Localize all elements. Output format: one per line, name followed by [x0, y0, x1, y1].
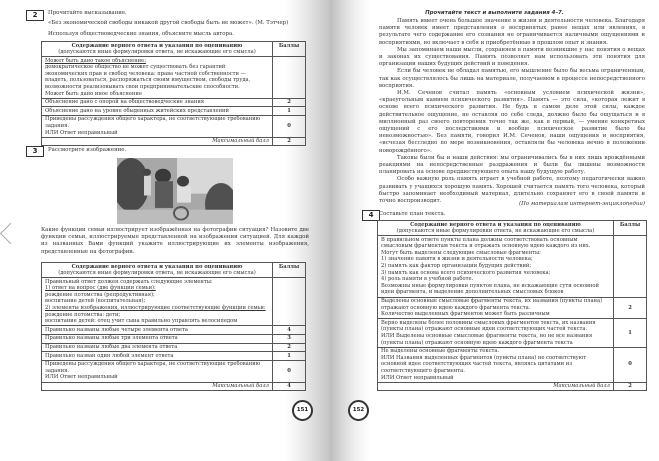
max-score-row: Максимальный балл 4 — [42, 382, 306, 391]
task-question: Какие функции семьи иллюстрирует изображённая на фотографии ситуация? Назовите две функции семьи, иллюстрируемые представленной на изображении ситуацией. Для каждой из названных Вами функций укажите иллюстрирующие их элементы изображения, представленные на фотографии. — [41, 227, 309, 255]
task-number: 4 — [362, 210, 380, 221]
family-photo — [117, 158, 233, 224]
source-citation: (По материалам интернет-энциклопедии) — [519, 201, 645, 207]
task-number: 3 — [26, 146, 44, 157]
table-header: Содержание верного ответа и указания по оцениванию (допускаются иные формулировки ответа, не искажающие его смысла) — [378, 221, 614, 236]
page-number: 152 — [348, 400, 369, 421]
table-row: Объяснение дано на уровне обыденных житейских представлений 1 — [42, 107, 306, 116]
task-instruction: Рассмотрите изображение. — [48, 147, 127, 153]
table-row: Объяснение дано с опорой на обществоведческие знания 2 — [42, 98, 306, 107]
photo-illustration — [117, 158, 233, 224]
answer-content: В правильном ответе пункты плана должны соответствовать основным смысловым фрагментам текста и отражать основную идею каждого из них. Могут быть выделены следующие смысловые фрагменты: 1) значение памяти в жизни и деятельности человека; 2) память как фактор организации будущих действий; 3) память как основа всего психического развития человека; 4) роль памяти в учебной работе. Возможны иные формулировки пунктов плана, не искажающие сути основной идеи фрагмента, и выделение дополнительных смысловых блоков — [378, 236, 614, 297]
table-row: Выделены основные смысловые фрагменты текста, их названия (пункты плана) отражают основную идею каждого фрагмента текста. Количество выделенных фрагментов может быть различным 2 — [378, 297, 647, 319]
table-row: Приведены рассуждения общего характера, не соответствующие требованию задания. ИЛИ Ответ неправильный 0 — [42, 360, 306, 382]
score-header: Баллы — [273, 263, 306, 278]
task-question: Используя обществоведческие знания, объясните мысль автора. — [48, 31, 234, 37]
task-instruction: Прочитайте высказывание. — [48, 10, 127, 16]
reading-text: Память имеет очень большое значение в жизни и деятельности человека. Благодаря памяти человек имеет представления о воспринятых ранее вещах или явлениях, в результате чего содержание его сознания не ограничивается наличными ощущениями и восприятиями, но включает в себя и приобретённые в прошлом опыт и знания. Мы запоминаем наши мысли, сохраняем в памяти возникшие у нас понятия о вещах и законах их существования. Память позволяет нам использовать эти понятия для организации наших будущих действий и поведения. Если бы человек не обладал памятью, его мышление было бы весьма ограниченным, так как осуществлялось бы лишь на материале, получаемом в процессе непосредственного восприятия. И.М. Сеченов считал память «основным условием психической жизни», «краеугольным камнем психического развития». Память — это сила, «которая лежит в основе всего психического развития. Не будь в самом деле этой силы, каждое действительное ощущение, не оставляя по себе следа, должно было бы ощущаться и в миллионный раз своего повторения точно так же, как в первый, — умение конкретных ощущений с его последствиями и вообще психическое развитие было бы невозможностью». Без памяти, говорил И.М. Сеченов, наши ощущения и восприятия, «исчезая бесследно по мере возникновения, оставляли бы человека вечно в положении новорождённого». Таковы были бы и наши действия: мы ограничивались бы в них лишь врождёнными реакциями на непосредственные раздражения и были бы лишены возможности планировать на основе предшествующего опыта нашу будущую работу. Особо важную роль память играет в учебной работе, поэтому педагогически важно развивать у учащихся хорошую память. Хорошей считается память того человека, который быстро запоминает необходимый материал, длительно сохраняет его в своей памяти и точно воспроизводит. — [379, 18, 645, 205]
table-row: Верно выделены более половины смысловых фрагментов текста, их названия (пункты плана) отражают основные идеи соответствующих частей текста. ИЛИ Выделены основные смысловые фрагменты текста, но не все названия (пункты плана) отражают основную идею каждого фрагмента текста 1 — [378, 319, 647, 347]
task-number: 2 — [26, 10, 44, 21]
answer-content: Правильный ответ должен содержать следующие элементы: 1) ответ на вопрос (две функции семьи): рождение потомства (репродуктивная); воспитание детей (воспитательная); 2) элементы изображения, иллюстрирующие соответствующие функции семьи: рождение потомства: дети; воспитание детей: отец учит сына правильно управлять велосипедом — [42, 278, 273, 326]
answer-content: Может быть дано такое объяснение: демократическое общество не может существовать без гарантий экономических прав и свобод человека: права частной собственности — владеть, пользоваться, распоряжаться своим имуществом, свободы труда, возможности реализовывать свои предпринимательские способности. Может быть дано иное объяснение — [42, 57, 273, 99]
table-row: Правильно назван один любой элемент ответа 1 — [42, 352, 306, 361]
right-page — [330, 0, 659, 461]
table-header: Содержание верного ответа и указания по оцениванию (допускаются иные формулировки ответа, не искажающие его смысла) — [42, 42, 273, 57]
scoring-table — [41, 41, 306, 146]
table-row: Правильно названы любые четыре элемента ответа 4 — [42, 326, 306, 335]
score-header: Баллы — [273, 42, 306, 57]
table-header: Содержание верного ответа и указания по оцениванию (допускаются иные формулировки ответа, не искажающие его смысла) — [42, 263, 273, 278]
score-header: Баллы — [614, 221, 647, 236]
task-quote: «Без экономической свободы никакой другой свободы быть не может». (М. Тэтчер) — [48, 20, 289, 26]
max-score-row: Максимальный балл 2 — [378, 382, 647, 391]
task-instruction: Составьте план текста. — [379, 211, 446, 217]
table-row: Правильно названы любые два элемента ответа 2 — [42, 343, 306, 352]
section-heading: Прочитайте текст и выполните задания 4–7. — [425, 10, 564, 16]
max-score-row: Максимальный балл 2 — [42, 137, 306, 146]
scoring-table — [377, 220, 647, 391]
page-number: 151 — [292, 400, 313, 421]
scoring-table — [41, 262, 306, 391]
table-row: Правильно названы любые три элемента ответа 3 — [42, 334, 306, 343]
table-row: Приведены рассуждения общего характера, не соответствующие требованию задания. ИЛИ Ответ неправильный 0 — [42, 115, 306, 137]
table-row: Не выделены основные фрагменты текста. ИЛИ Названия выделенных фрагментов (пункты плана) не соответствуют основной идее соответствующих частей текста, являясь цитатами из соответствующего фрагмента. ИЛИ Ответ неправильный 0 — [378, 347, 647, 382]
